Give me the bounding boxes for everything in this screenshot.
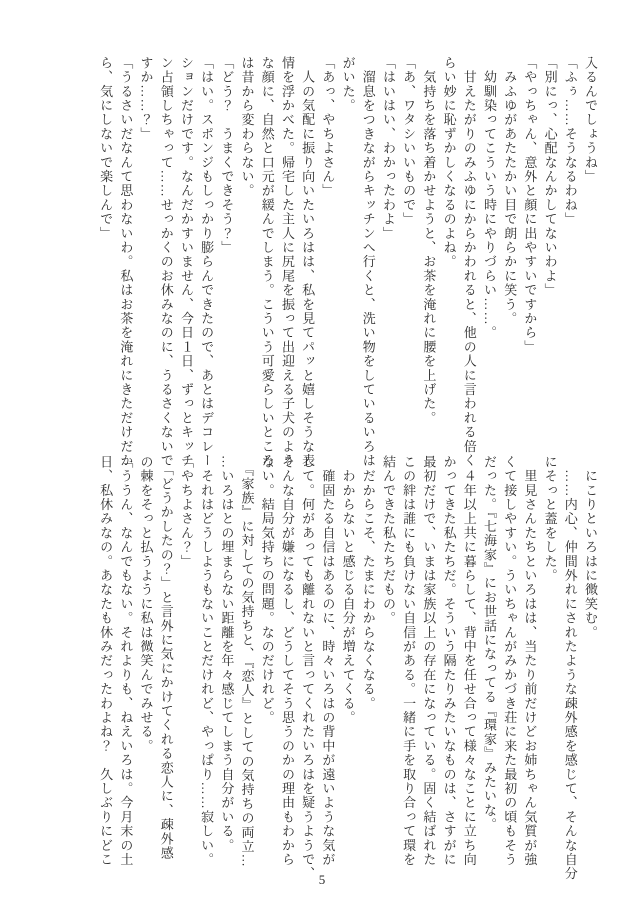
text-line: 確固たる自信はあるのに、時々いろはの背中が遠いような気が: [320, 455, 336, 867]
text-line: な顔に、自然と口元が緩んでしまう。こういう可愛らしいところ: [259, 56, 275, 468]
text-line: だからこそ、たまにわからなくなる。: [360, 455, 376, 711]
text-line: …いろはとの埋まらない距離を年々感じてしまう自分がいる。: [219, 455, 235, 853]
bottom-text-block: [95, 455, 600, 881]
text-line: 『家族』に対しての気持ちと、『恋人』としての気持ちの両立…: [239, 455, 255, 868]
text-line: 最初だけで、いまは家族以上の存在になっている。固く結ばれた: [421, 455, 437, 867]
text-line: 里見さんたちといろはは、当たり前だけどお姉ちゃん気質が強: [522, 455, 538, 867]
text-line: 情を浮かべた。帰宅した主人に尻尾を振って出迎える子犬のよう: [279, 56, 295, 468]
text-line: ン占領しちゃって……せっかくのお休みなのに、うるさくないで: [158, 56, 174, 468]
text-line: にそっと蓋をした。: [542, 455, 558, 583]
text-line: そんな自分が嫌になるし、どうしてそう思うのかの理由もわから: [279, 455, 295, 867]
text-line: らい妙に恥ずかしくなるのよね。: [441, 56, 457, 269]
text-line: 「うるさいだなんて思わないわ。私はお茶を淹れにきただけだか: [118, 56, 134, 468]
text-line: わからないと感じる自分が増えてくる。: [340, 455, 356, 725]
text-line: かってきた私たちだ。そういう隔たりみたいなものは、さすがに: [441, 455, 457, 867]
text-line: 「どう？ うまくできそう？」: [219, 56, 235, 255]
text-line: すか……？」: [138, 56, 154, 142]
text-line: 日、私休みなの。あなたも休みだったわよね？ 久しぶりにどこ: [98, 455, 114, 867]
text-line: 「ううん、なんでもない。それよりも、ねえいろは。今月末の土: [118, 455, 134, 867]
text-line: 「あ、ワタシいいもので」: [401, 56, 417, 227]
text-line: 入るんでしょうね」: [583, 56, 598, 184]
text-line: 「ふぅ……そうなるわね」: [562, 56, 578, 227]
text-line: ら、気にしないで楽しんで」: [98, 56, 114, 241]
text-line: 幼馴染ってこういう時にやりづらい……。: [481, 56, 497, 340]
text-line: の棘をそっと払うように私は微笑んでみせる。: [138, 455, 154, 754]
text-line: 人の気配に振り向いたいろはは、私を見てパッと嬉しそうな表: [300, 56, 316, 468]
text-line: ない。結局気持ちの問題。なのだけれど。: [259, 455, 275, 725]
text-line: 溜息をつきながらキッチンへ行くと、洗い物をしているいろは: [360, 56, 376, 468]
text-line: 「どうかしたの？」と言外に気にかけてくれる恋人に、疎外感: [158, 455, 174, 861]
text-line: がいた。: [340, 56, 356, 113]
text-line: 結んできた私たちだもの。: [380, 455, 396, 626]
text-line: 「はいはい、わかったわよ」: [380, 56, 396, 241]
text-line: それはどうしようもないことだけれど、やっぱり……寂しい。: [199, 455, 215, 867]
text-line: は昔から変わらない。: [239, 56, 255, 198]
text-line: この絆は誰にも負けない自信がある。一緒に手を取り合って環を: [401, 455, 417, 867]
text-line: みふゆがあたたかい目で朗らかに笑う。: [502, 56, 518, 326]
text-line: ……内心、仲間外れにされたような疎外感を感じて、そんな自分: [562, 455, 578, 881]
text-line: 「あっ、やちよさん」: [320, 56, 336, 198]
text-line: くて接しやすい。ういちゃんがみかづき荘に来た最初の頃もそう: [502, 455, 518, 867]
top-text-block: [95, 56, 600, 468]
text-line: ションだけです。なんだかすいません、今日１日、ずっとキッチ: [178, 56, 194, 468]
text-line: 「はい。スポンジもしっかり膨らんできたので、あとはデコレー: [199, 56, 215, 468]
text-line: ４年以上共に暮らして、背中を任せ合って様々なことに立ち向: [461, 455, 477, 867]
text-line: 「やっちゃん、意外と顔に出やすいですから」: [522, 56, 538, 355]
page-number: 5: [318, 872, 326, 887]
text-line: だった。『七海家』にお世話になってる『環家』みたいな。: [481, 455, 497, 832]
text-line: 「やちよさん？」: [178, 455, 194, 569]
text-line: 「別にっ、心配なんかしてないわよ」: [542, 56, 558, 298]
text-line: 甘えたがりのみふゆにからかわれると、他の人に言われる倍く: [461, 56, 477, 468]
text-line: して。何があっても離れないと言ってくれたいろはを疑うようで、: [300, 455, 316, 881]
text-line: にこりといろはに微笑む。: [583, 455, 598, 640]
text-line: 気持ちを落ち着かせようと、お茶を淹れに腰を上げた。: [421, 56, 437, 426]
